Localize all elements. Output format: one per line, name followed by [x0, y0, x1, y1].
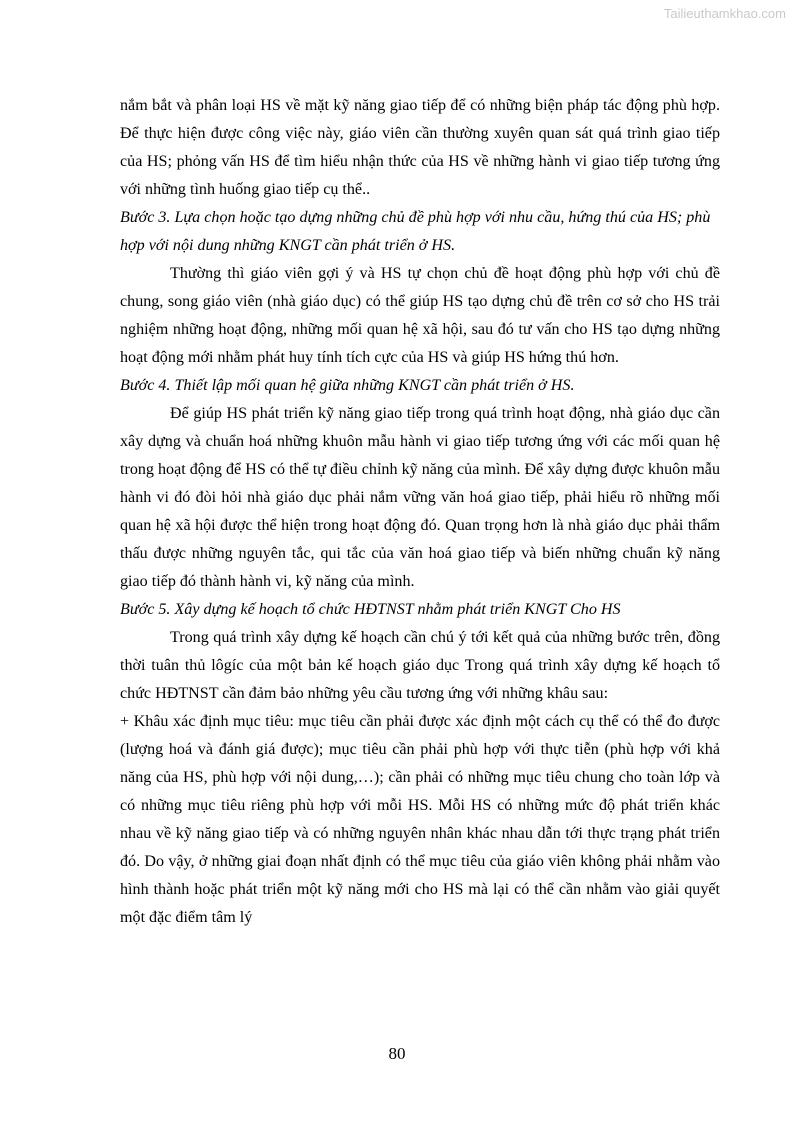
objective-paragraph: + Khâu xác định mục tiêu: mục tiêu cần phải được xác định một cách cụ thể có thể đo được (lượng hoá và đánh giá được); mục tiêu cần phải phù hợp với thực tiễn (phù hợp với khả năng của HS, phù hợp với nội dung,…); cần phải có những mục tiêu chung cho toàn lớp và có những mục tiêu riêng phù hợp với mỗi HS. Mỗi HS có những mức độ phát triển khác nhau về kỹ năng giao tiếp và có những nguyên nhân khác nhau dẫn tới thực trạng phát triển đó. Do vậy, ở những giai đoạn nhất định có thể mục tiêu của giáo viên không phải nhằm vào hình thành hoặc phát triển một kỹ năng mới cho HS mà lại có thể cần nhằm vào giải quyết một đặc điểm tâm lý: [120, 713, 720, 926]
paragraph-continuation: nắm bắt và phân loại HS về mặt kỹ năng giao tiếp để có những biện pháp tác động phù hợp. Để thực hiện được công việc này, giáo viên cần thường xuyên quan sát quá trình giao tiếp của HS; phỏng vấn HS để tìm hiểu nhận thức của HS về những hành vi giao tiếp tương ứng với những tình huống giao tiếp cụ thể..: [120, 97, 720, 198]
step-4-heading: Bước 4. Thiết lập mối quan hệ giữa những KNGT cần phát triển ở HS.: [120, 377, 575, 394]
page-number: 80: [388, 1044, 406, 1063]
step-4-paragraph: Để giúp HS phát triển kỹ năng giao tiếp trong quá trình hoạt động, nhà giáo dục cần xây dựng và chuẩn hoá những khuôn mẫu hành vi giao tiếp tương ứng với các mối quan hệ trong hoạt động để HS có thể tự điều chỉnh kỹ năng của mình. Để xây dựng được khuôn mẫu hành vi đó đòi hỏi nhà giáo dục phải nắm vững văn hoá giao tiếp, phải hiểu rõ những mối quan hệ xã hội được thể hiện trong hoạt động đó. Quan trọng hơn là nhà giáo dục phải thẩm thấu được những nguyên tắc, qui tắc của văn hoá giao tiếp và biến những chuẩn kỹ năng giao tiếp đó thành hành vi, kỹ năng của mình.: [120, 405, 720, 590]
step-3-paragraph: Thường thì giáo viên gợi ý và HS tự chọn chủ đề hoạt động phù hợp với chủ đề chung, song giáo viên (nhà giáo dục) có thể giúp HS tạo dựng chủ đề trên cơ sở cho HS trải nghiệm những hoạt động, những mối quan hệ xã hội, sau đó tư vấn cho HS tạo dựng những hoạt động mới nhằm phát huy tính tích cực của HS và giúp HS hứng thú hơn.: [120, 265, 720, 366]
step-3-heading: Bước 3. Lựa chọn hoặc tạo dựng những chủ đề phù hợp với nhu cầu, hứng thú của HS; phù hợp với nội dung những KNGT cần phát triển ở HS.: [120, 209, 711, 254]
step-5-paragraph: Trong quá trình xây dựng kế hoạch cần chú ý tới kết quả của những bước trên, đồng thời tuân thủ lôgíc của một bản kế hoạch giáo dục Trong quá trình xây dựng kế hoạch tổ chức HĐTNST cần đảm bảo những yêu cầu tương ứng với những khâu sau:: [120, 629, 720, 702]
document-body: [120, 92, 720, 932]
watermark: Tailieuthamkhao.com: [663, 6, 786, 21]
step-5-heading: Bước 5. Xây dựng kế hoạch tổ chức HĐTNST nhằm phát triển KNGT Cho HS: [120, 601, 621, 618]
